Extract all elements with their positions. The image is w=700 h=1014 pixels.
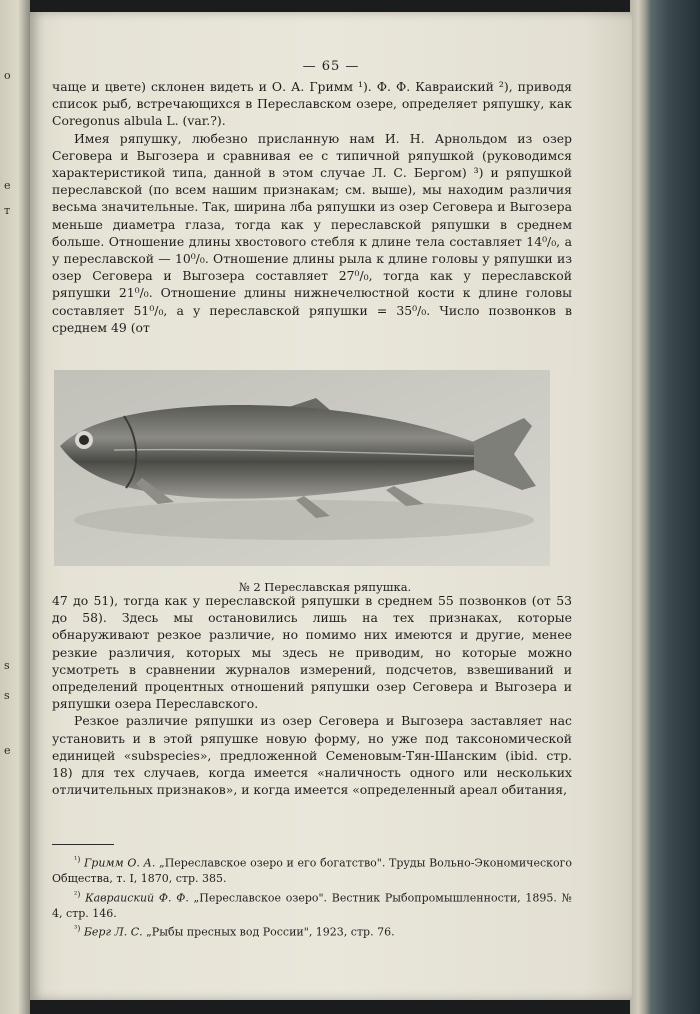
footnote-text: „Рыбы пресных вод России", 1923, стр. 76.: [142, 925, 395, 939]
text-block-top: [52, 78, 572, 336]
footnote-author: Гримм О. А.: [84, 856, 156, 870]
book-binding: [630, 0, 700, 1014]
paragraph: Имея ряпушку, любезно присланную нам И. Н. Арнольдом из озер Сеговера и Выгозера и сравнивая ее с типичной ряпушкой (руководимся характеристикой типа, данной в этом случае Л. С. Бергом) ³) и ряпушкой переславской (по всем нашим признакам; см. выше), мы находим различия весьма значительные. Так, ширина лба ряпушки из озер Сеговера и Выгозера меньше диаметра глаза, тогда как у переславской ряпушки в среднем больше. Отношение длины хвостового стебля к длине тела составляет 14⁰/₀, а у переславской — 10⁰/₀. Отношение длины рыла к длине головы у ряпушки из озер Сеговера и Выгозера составляет 27⁰/₀, тогда как у переславской ряпушки 21⁰/₀. Отношение длины нижнечелюстной кости к длине головы составляет 51⁰/₀, а у переславской ряпушки = 35⁰/₀. Число позвонков в среднем 49 (от: [52, 130, 572, 335]
text-block-bottom: [52, 592, 572, 798]
footnote: [52, 852, 572, 887]
footnote-author: Кавраиский Ф. Ф.: [85, 891, 189, 905]
previous-page-edge: o е т s s е: [0, 0, 30, 1014]
footnote-text: „Переславское озеро и его богатство". Труды Вольно-Экономического Общества, т. I, 1870, стр. 385.: [52, 856, 573, 886]
figure-caption: № 2 Переславская ряпушка.: [238, 580, 412, 594]
paragraph: чаще и цвете) склонен видеть и О. А. Гримм ¹). Ф. Ф. Кавраиский ²), приводя список рыб, встречающихся в Переславском озере, определяет ряпушку, как Coregonus albula L. (var.?).: [52, 79, 572, 129]
fish-photograph: [54, 370, 550, 566]
fish-illustration: [54, 370, 550, 566]
book-page: [30, 12, 632, 1000]
footnote-divider: [52, 844, 114, 845]
page-number: — 65 —: [302, 59, 360, 74]
footnote-mark: ³): [74, 924, 81, 934]
footnote-mark: ²): [74, 889, 81, 899]
footnote: [52, 921, 572, 940]
footnotes: [52, 852, 572, 940]
footnote-text: „Переславское озеро". Вестник Рыбопромышленности, 1895. № 4, стр. 146.: [52, 891, 573, 920]
footnote-mark: ¹): [74, 855, 81, 864]
footnote: [52, 887, 572, 922]
footnote-author: Берг Л. С.: [83, 925, 143, 939]
paragraph: Резкое различие ряпушки из озер Сеговера и Выгозера заставляет нас установить и в этой ряпушке новую форму, но уже под таксономической единицей «subspecies», предложенной Семеновым-Тян-Шанским (ibid. стр. 18) для тех случаев, когда имеется «наличность одного или нескольких отличительных признаков», и когда имеется «определенный ареал обитания,: [52, 713, 572, 798]
paragraph: 47 до 51), тогда как у переславской ряпушки в среднем 55 позвонков (от 53 до 58). Здесь мы остановились лишь на тех признаках, которые обнаруживают резкое различие, но помимо них имеются и другие, менее резкие различия, которых мы здесь не приводим, но которые можно усмотреть в сравнении журналов измерений, подсчетов, взвешиваний и определений процентных отношений ряпушки озер Сеговера и Выгозера и ряпушки озера Переславского.: [52, 593, 572, 712]
